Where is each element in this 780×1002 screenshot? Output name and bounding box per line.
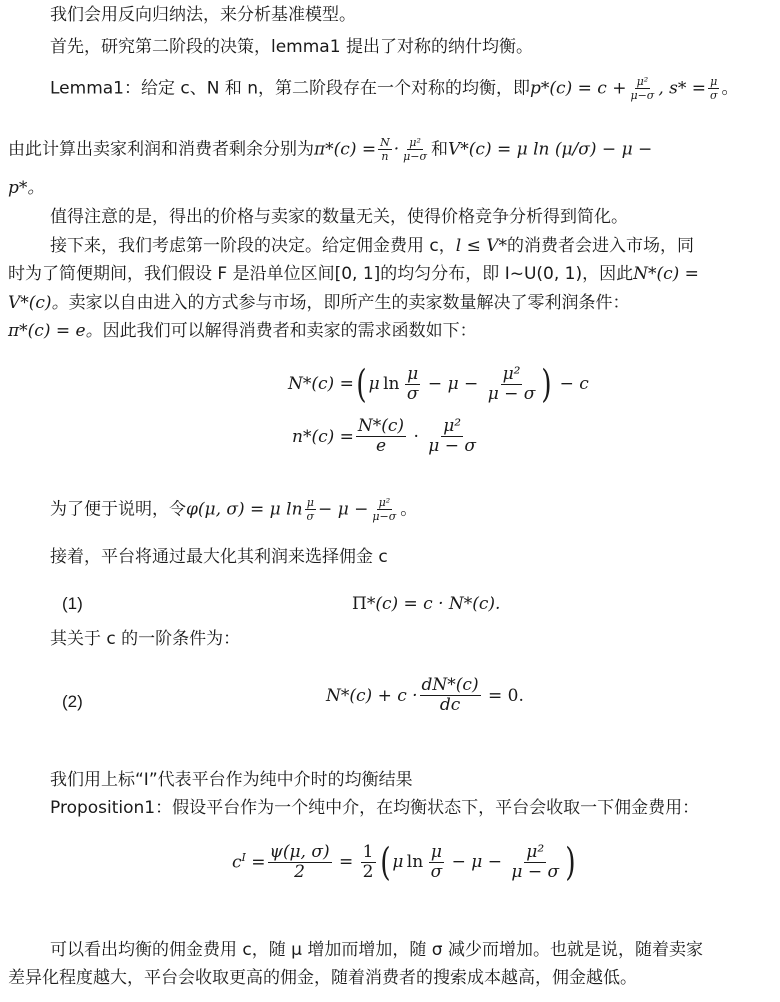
para-line-17: 差异化程度越大，平台会收取更高的佣金，随着消费者的搜索成本越高，佣金越低。 (8, 968, 637, 988)
equation-cI: $c^I$ = $\frac{\psi(\mu, \sigma)}{2}$ = 1 2 ( μ ln μ σ − μ − μ² μ − σ ) (232, 840, 576, 884)
equation-n: n*(c) = $\frac{N*(c)}{e}$ · μ² μ − σ (292, 416, 476, 456)
para-line-9: V*(c)。卖家以自由进入的方式参与市场，即所产生的卖家数量解决了零利润条件： (8, 293, 630, 313)
equation-foc: N*(c) + c · $\frac{dN*(c)}{dc}$ = 0. (326, 675, 524, 715)
para-line-14: 我们用上标“I”代表平台作为纯中介时的均衡结果 (50, 770, 413, 790)
profit-line-cont: p*。 (8, 178, 45, 198)
equation-number-1: (1) (62, 594, 83, 613)
para-line-12: 接着，平台将通过最大化其利润来选择佣金 c (50, 547, 388, 567)
para-line-6: 值得注意的是，得出的价格与卖家的数量无关，使得价格竞争分析得到简化。 (50, 207, 628, 227)
lemma1-line: Lemma1：给定 c、N 和 n，第二阶段存在一个对称的均衡，即p*(c) = c + $\frac{\text{μ²}}{\mu-\sigma}$ , s* = $\frac{\mu}{\sigma}$ 。 (50, 75, 739, 102)
para-line-10: π*(c) = e。因此我们可以解得消费者和卖家的需求函数如下： (8, 321, 477, 341)
phi-definition: 为了便于说明，令φ(μ, σ) = μ ln $\frac{\mu}{\sigma}$ − μ − $\frac{\text{μ²}}{\mu-\sigma}$ 。 (50, 496, 418, 523)
para-line-16: 可以看出均衡的佣金费用 c，随 μ 增加而增加，随 σ 减少而增加。也就是说，随着卖家 (50, 940, 703, 960)
profit-line: 由此计算出卖家利润和消费者剩余分别为π*(c) = $\frac{N}{n}$ · $\frac{\text{μ²}}{\mu-\sigma}$ 和V*(c) = μ ln (μ/σ) − μ − (8, 136, 653, 163)
equation-N: N*(c) = ( μ ln μ σ − μ − μ² μ − σ ) − c (288, 362, 589, 406)
equation-Pi: Π *(c) = c · N*(c). (352, 594, 501, 614)
proposition1-line: Proposition1：假设平台作为一个纯中介，在均衡状态下，平台会收取一下佣金费用： (50, 798, 700, 818)
para-line-1: 我们会用反向归纳法，来分析基准模型。 (50, 5, 356, 25)
para-line-7: 接下来，我们考虑第一阶段的决定。给定佣金费用 c，l ≤ V*的消费者会进入市场，同 (50, 236, 695, 256)
para-line-8: 时为了简便期间，我们假设 F 是沿单位区间[0, 1]的均匀分布，即 I~U(0, 1)，因此N*(c) = (8, 264, 699, 284)
para-line-2: 首先，研究第二阶段的决策，lemma1 提出了对称的纳什均衡。 (50, 37, 533, 57)
para-line-13: 其关于 c 的一阶条件为： (50, 629, 241, 649)
equation-number-2: (2) (62, 692, 83, 711)
